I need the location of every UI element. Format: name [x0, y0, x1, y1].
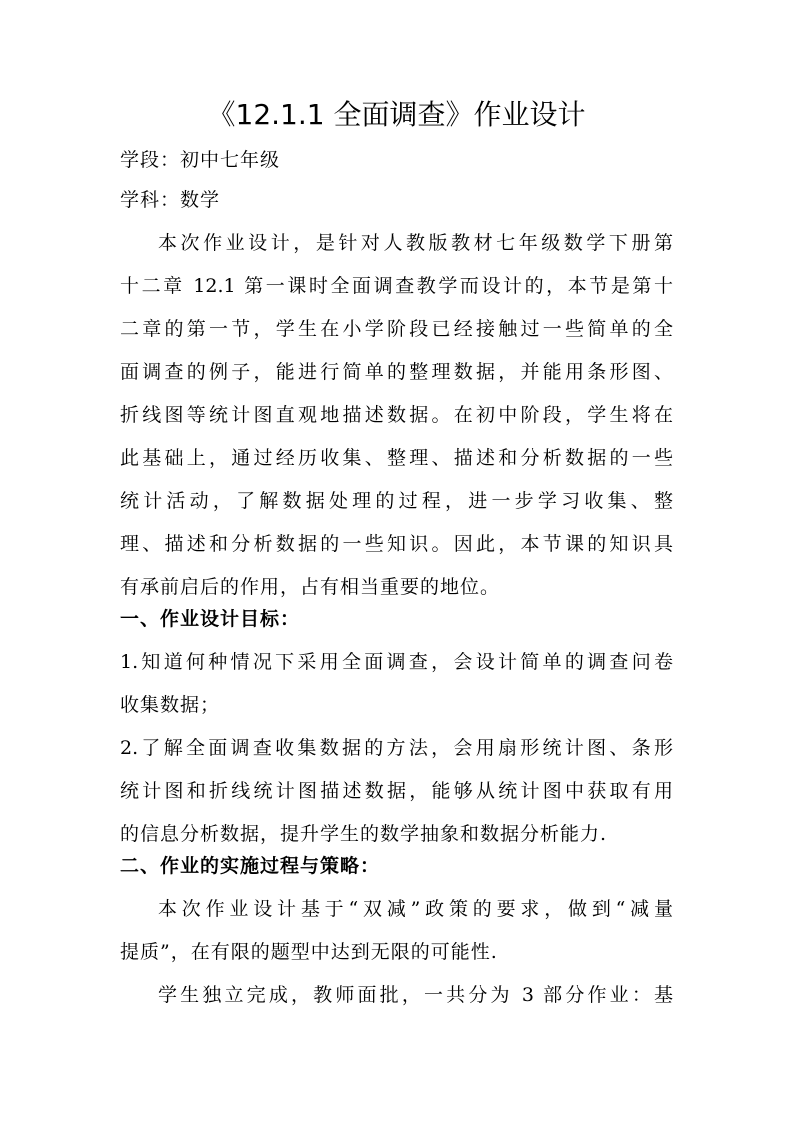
intro-line: 十二章 12.1 第一课时全面调查教学而设计的，本节是第十: [120, 275, 673, 297]
intro-line: 理、描述和分析数据的一些知识。因此，本节课的知识具: [120, 533, 673, 555]
goal-line: 统计图和折线统计图描述数据，能够从统计图中获取有用: [120, 780, 673, 802]
subject-line: 学科：数学: [120, 189, 221, 211]
strategy-line: 提质”，在有限的题型中达到无限的可能性.: [120, 941, 498, 963]
section-heading-strategy: 二、作业的实施过程与策略：: [120, 855, 381, 877]
goal-line: 1.知道何种情况下采用全面调查，会设计简单的调查问卷: [120, 651, 673, 673]
document-title: 《12.1.1 全面调查》作业设计: [207, 98, 586, 131]
intro-line: 面调查的例子，能进行简单的整理数据，并能用条形图、: [120, 361, 673, 383]
intro-line: 本次作业设计，是针对人教版教材七年级数学下册第: [158, 232, 673, 254]
process-line: 学生独立完成，教师面批，一共分为 3 部分作业：基: [158, 984, 673, 1006]
section-heading-goals: 一、作业设计目标：: [120, 608, 301, 630]
goal-line: 的信息分析数据，提升学生的数学抽象和数据分析能力.: [120, 823, 608, 845]
stage-line: 学段：初中七年级: [120, 149, 281, 171]
intro-line: 二章的第一节，学生在小学阶段已经接触过一些简单的全: [120, 318, 673, 340]
goal-line: 2.了解全面调查收集数据的方法，会用扇形统计图、条形: [120, 737, 673, 759]
intro-line: 有承前启后的作用，占有相当重要的地位。: [120, 576, 501, 598]
intro-line: 此基础上，通过经历收集、整理、描述和分析数据的一些: [120, 447, 673, 469]
intro-line: 折线图等统计图直观地描述数据。在初中阶段，学生将在: [120, 404, 673, 426]
strategy-line: 本次作业设计基于“双减”政策的要求，做到“减量: [158, 898, 673, 920]
goal-line: 收集数据；: [120, 694, 221, 716]
intro-line: 统计活动，了解数据处理的过程，进一步学习收集、整: [120, 490, 673, 512]
